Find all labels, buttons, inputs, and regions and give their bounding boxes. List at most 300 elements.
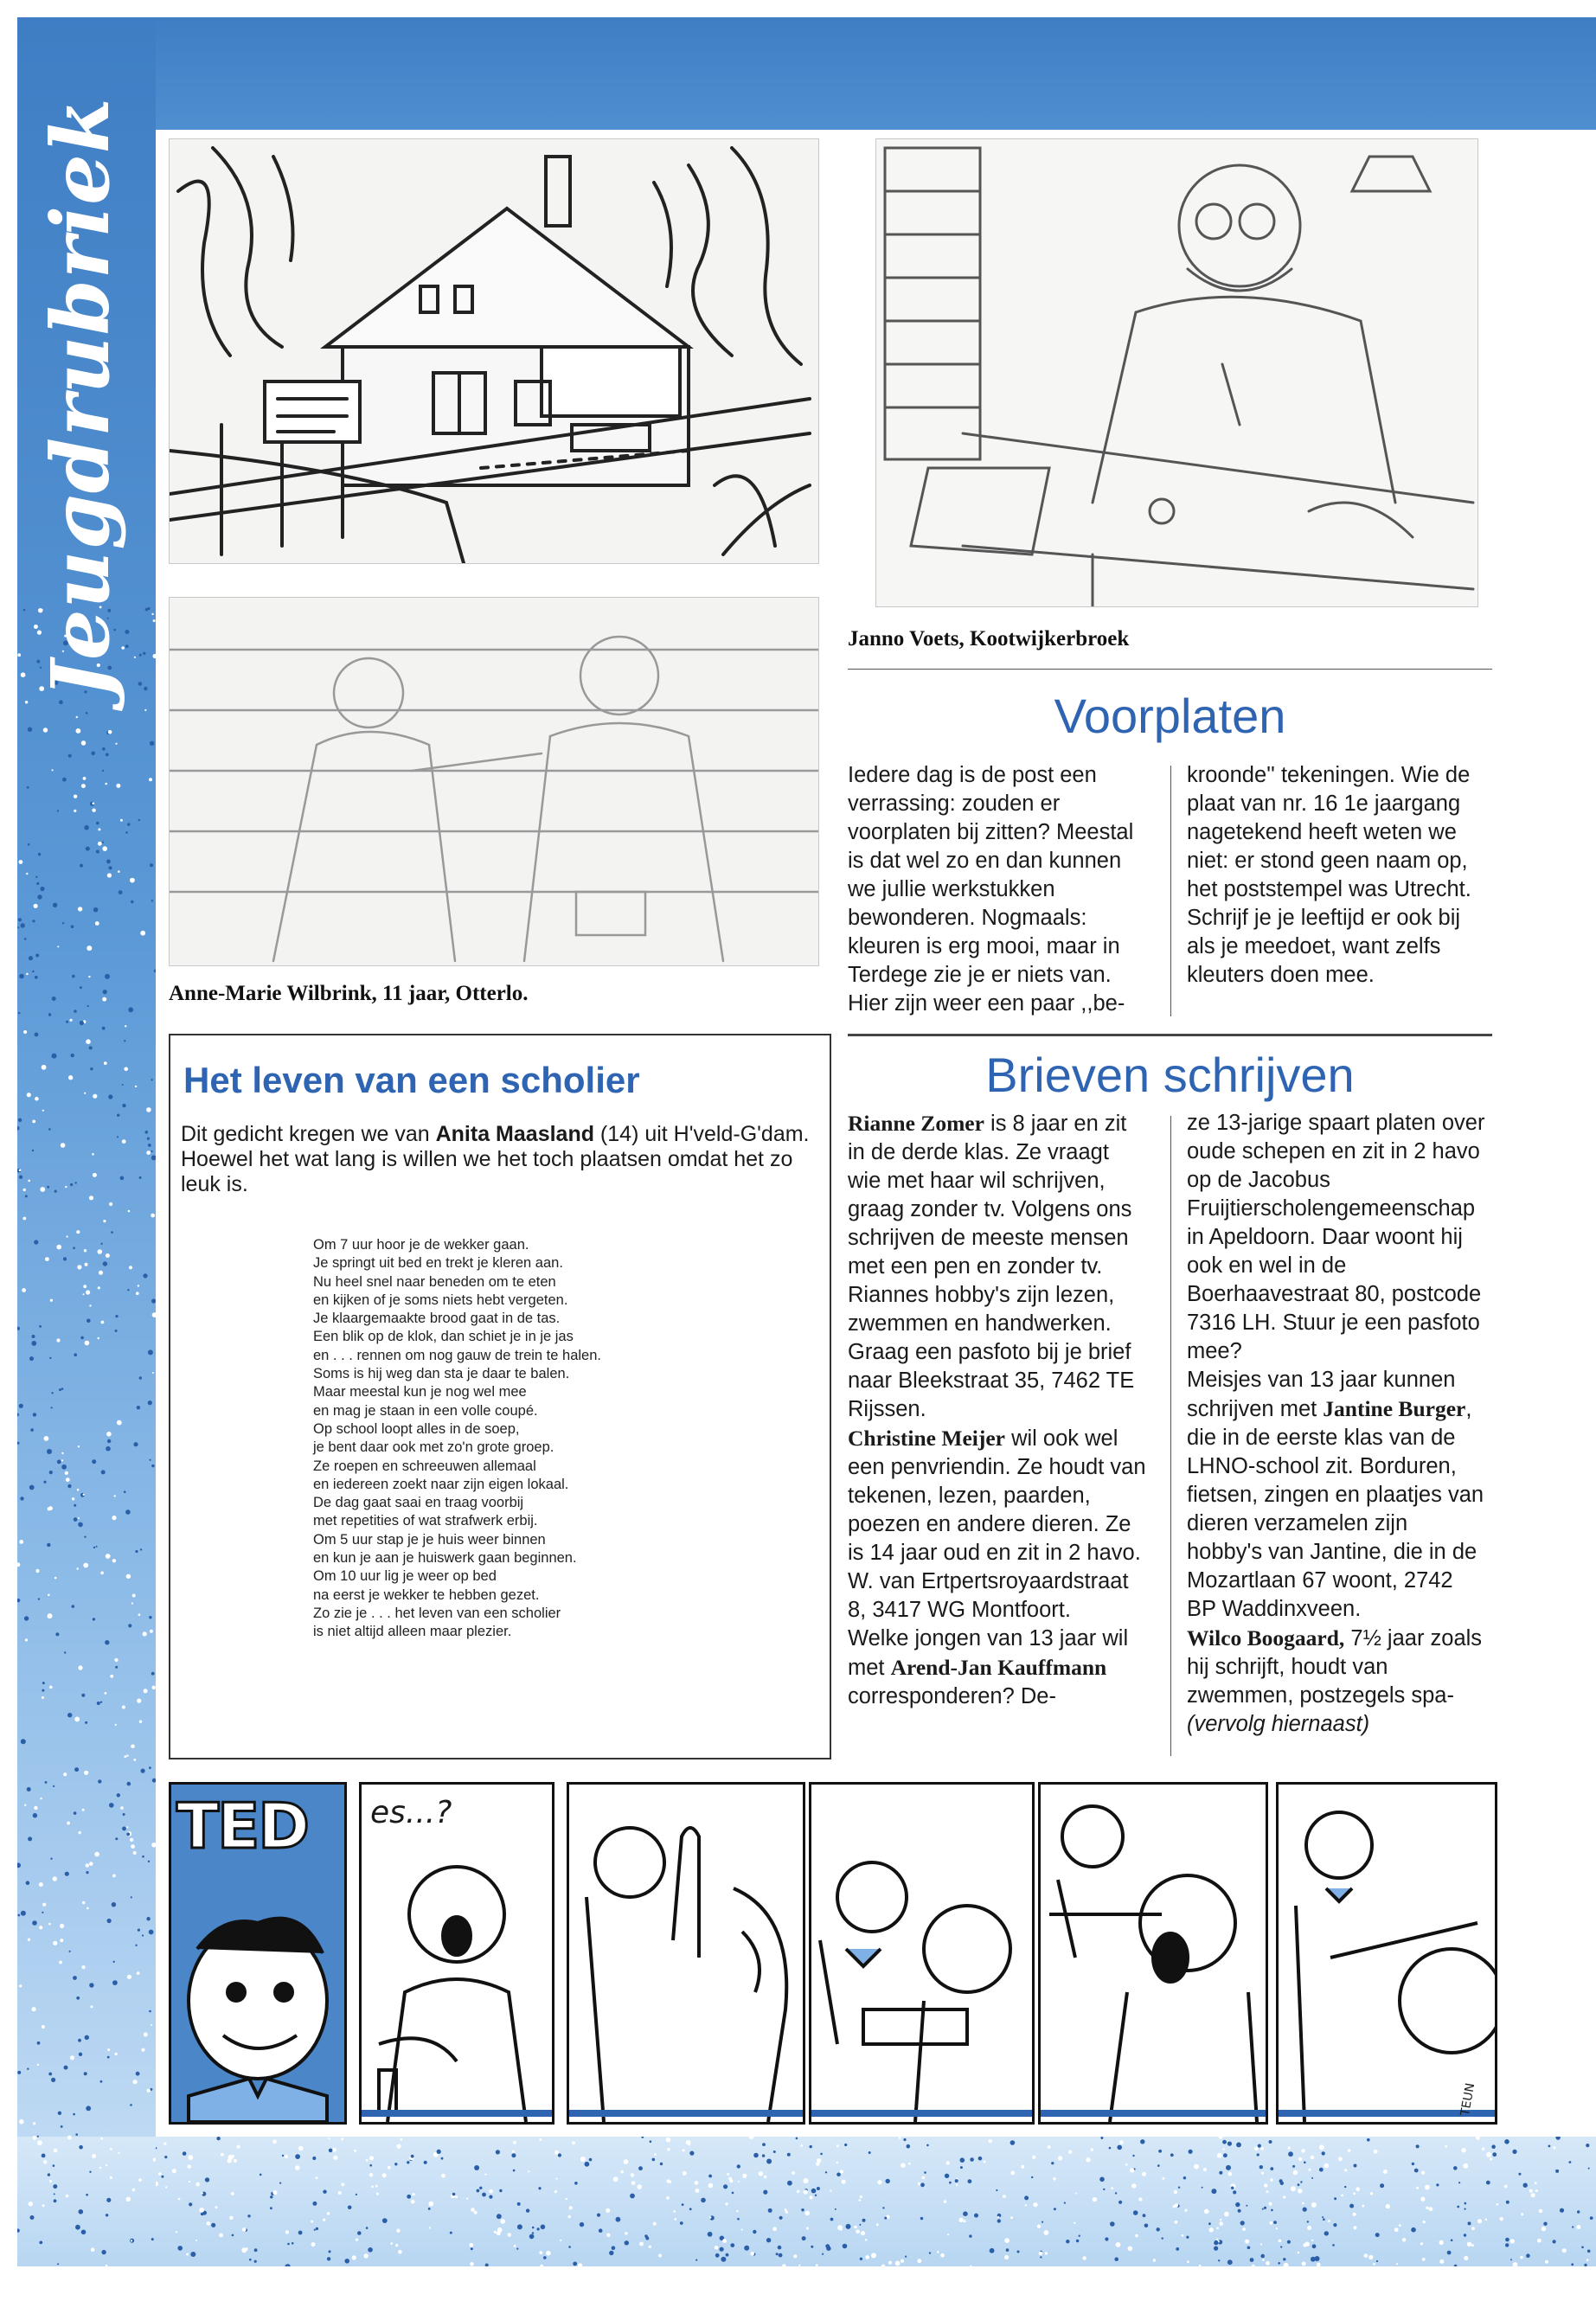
speckle-dot — [106, 1432, 112, 1437]
comic-speech-text: es...? — [370, 1795, 452, 1830]
speckle-dot — [98, 828, 100, 830]
speckle-dot — [1354, 2164, 1357, 2168]
speckle-dot — [199, 2208, 204, 2213]
poem-line: en mag je staan in een volle coupé. — [313, 1402, 538, 1419]
speckle-dot — [122, 1706, 125, 1709]
speckle-dot — [1110, 2221, 1115, 2227]
speckle-dot — [375, 2185, 378, 2188]
speckle-dot — [221, 2153, 224, 2157]
speckle-dot — [146, 1150, 151, 1155]
speckle-dot — [332, 2148, 337, 2152]
speckle-dot — [42, 1110, 44, 1112]
speckle-dot — [1324, 2163, 1330, 2169]
speckle-dot — [1421, 2171, 1425, 2175]
speckle-dot — [133, 1851, 137, 1855]
speckle-dot — [119, 890, 123, 894]
speckle-dot — [28, 1836, 32, 1841]
speckle-dot — [48, 2173, 50, 2176]
speckle-dot — [107, 1439, 111, 1443]
speckle-dot — [1420, 2197, 1425, 2202]
speckle-dot — [1262, 2259, 1265, 2261]
speckle-dot — [1468, 2221, 1471, 2225]
speckle-dot — [71, 1054, 74, 1057]
speckle-dot — [517, 2224, 522, 2229]
speckle-dot — [102, 770, 104, 772]
speckle-dot — [1103, 2189, 1105, 2190]
speckle-dot — [792, 2171, 795, 2175]
poem-line: Maar meestal kun je nog wel mee — [313, 1384, 527, 1400]
speckle-dot — [49, 2180, 52, 2182]
speckle-dot — [116, 784, 120, 788]
speckle-dot — [42, 2025, 45, 2029]
waiter-shouting-icon — [362, 1785, 552, 2122]
continued-note: (vervolg hiernaast) — [1187, 1712, 1370, 1736]
speckle-dot — [1376, 2260, 1378, 2262]
speckle-dot — [316, 2227, 318, 2230]
speckle-dot — [148, 1144, 151, 1147]
speckle-dot — [111, 1231, 113, 1234]
speckle-dot — [151, 900, 153, 901]
speckle-dot — [165, 2186, 167, 2188]
speckle-dot — [429, 2227, 431, 2228]
speckle-dot — [1269, 2140, 1272, 2144]
speckle-dot — [1074, 2222, 1075, 2224]
speckle-dot — [237, 2145, 240, 2149]
speckle-dot — [146, 1917, 150, 1920]
speckle-dot — [17, 926, 19, 928]
speckle-dot — [1319, 2144, 1324, 2150]
speckle-dot — [144, 687, 147, 690]
speckle-dot — [86, 712, 88, 715]
speckle-dot — [802, 2236, 806, 2240]
speckle-dot — [19, 1984, 22, 1987]
speckle-dot — [1119, 2140, 1124, 2144]
speckle-dot — [1383, 2170, 1388, 2174]
speckle-dot — [215, 2206, 217, 2208]
speckle-dot — [61, 1143, 66, 1148]
speckle-dot — [23, 1189, 26, 1191]
poem-line: Om 10 uur lig je weer op bed — [313, 1568, 497, 1585]
letter-entry: ze 13-jarige spaart platen over oude schepen en zit in 2 havo op de Jacobus Fruijtierscholengemeenschap in Apeldoorn. Daar woont hij ook en wel in de Boerhaavestraat 80, postcode 7316 LH. Stuur je een pasfoto mee? — [1187, 1111, 1485, 1363]
speckle-dot — [75, 2225, 80, 2230]
speckle-dot — [1586, 2259, 1589, 2261]
speckle-dot — [1504, 2185, 1508, 2189]
speckle-dot — [76, 1230, 80, 1234]
speckle-dot — [150, 863, 153, 867]
speckle-dot — [98, 842, 102, 846]
speckle-dot — [18, 918, 22, 921]
speckle-dot — [151, 1150, 153, 1152]
speckle-dot — [1356, 2187, 1360, 2191]
speckle-dot — [695, 2189, 700, 2193]
speckle-dot — [715, 2253, 720, 2258]
speckle-dot — [989, 2139, 992, 2143]
speckle-dot — [115, 743, 117, 745]
speckle-dot — [843, 2244, 848, 2249]
speckle-dot — [926, 2144, 929, 2147]
speckle-dot — [148, 1400, 152, 1405]
speckle-dot — [737, 2164, 740, 2168]
speckle-dot — [411, 2155, 414, 2158]
speckle-dot — [508, 2233, 511, 2236]
speckle-dot — [228, 2158, 232, 2163]
speckle-dot — [84, 2072, 87, 2075]
speckle-dot — [798, 2265, 800, 2266]
speckle-dot — [172, 2169, 176, 2173]
speckle-dot — [782, 2264, 785, 2266]
speckle-dot — [1140, 2139, 1144, 2144]
speckle-dot — [74, 795, 77, 798]
speckle-dot — [89, 1195, 93, 1200]
speckle-dot — [471, 2208, 475, 2212]
speckle-dot — [115, 1666, 118, 1669]
speckle-dot — [452, 2193, 456, 2196]
speckle-dot — [1174, 2190, 1177, 2194]
speckle-dot — [1315, 2256, 1320, 2261]
speckle-dot — [1587, 2250, 1591, 2253]
speckle-dot — [106, 1554, 111, 1559]
speckle-dot — [727, 2173, 729, 2176]
speckle-dot — [38, 1598, 40, 1599]
speckle-dot — [78, 1445, 80, 1447]
speckle-dot — [76, 716, 78, 718]
speckle-dot — [17, 2071, 21, 2074]
speckle-dot — [81, 2230, 87, 2235]
speckle-dot — [1425, 2185, 1430, 2190]
speckle-dot — [53, 2164, 55, 2167]
speckle-dot — [1115, 2192, 1117, 2194]
speckle-dot — [1368, 2255, 1373, 2259]
speckle-dot — [683, 2171, 687, 2176]
speckle-dot — [428, 2208, 431, 2210]
speckle-dot — [32, 2007, 36, 2011]
speckle-dot — [51, 1407, 53, 1408]
speckle-dot — [895, 2261, 901, 2266]
speckle-dot — [708, 2232, 713, 2237]
speckle-dot — [68, 754, 72, 758]
speckle-dot — [178, 2198, 181, 2201]
speckle-dot — [234, 2159, 237, 2163]
speckle-dot — [466, 2198, 468, 2200]
speckle-dot — [441, 2157, 444, 2160]
speckle-dot — [149, 2010, 151, 2013]
speckle-dot — [750, 2252, 754, 2256]
speckle-dot — [1280, 2246, 1282, 2247]
speckle-dot — [1344, 2186, 1346, 2188]
speckle-dot — [1539, 2209, 1542, 2213]
speckle-dot — [1138, 2197, 1142, 2201]
brieven-title: Brieven schrijven — [985, 1048, 1355, 1102]
speckle-dot — [89, 1983, 93, 1987]
speckle-dot — [846, 2224, 851, 2229]
speckle-dot — [728, 2177, 732, 2181]
speckle-dot — [382, 2173, 387, 2177]
speckle-dot — [19, 1176, 22, 1179]
poem-line: je bent daar ook met zo'n grote groep. — [313, 1439, 554, 1456]
speckle-dot — [112, 1516, 116, 1520]
speckle-dot — [73, 1247, 75, 1249]
speckle-dot — [1228, 2172, 1233, 2176]
speckle-dot — [1531, 2193, 1535, 2197]
speckle-dot — [129, 1266, 132, 1269]
speckle-dot — [118, 2152, 119, 2154]
speckle-dot — [59, 1961, 62, 1965]
speckle-dot — [940, 2253, 945, 2258]
speckle-dot — [245, 2247, 247, 2250]
speckle-dot — [1464, 2256, 1468, 2260]
speckle-dot — [1477, 2219, 1482, 2223]
comic-panel-3 — [567, 1782, 805, 2125]
speckle-dot — [74, 1009, 77, 1013]
speckle-dot — [1273, 2221, 1277, 2224]
speckle-dot — [156, 2147, 157, 2149]
speckle-dot — [74, 1504, 76, 1507]
speckle-dot — [183, 2151, 187, 2156]
speckle-dot — [658, 2254, 662, 2258]
poem-line: Om 7 uur hoor je de wekker gaan. — [313, 1237, 529, 1253]
speckle-dot — [31, 1341, 36, 1346]
speckle-dot — [1254, 2147, 1259, 2151]
speckle-dot — [1209, 2227, 1214, 2232]
speckle-dot — [917, 2259, 921, 2263]
speckle-dot — [1576, 2225, 1580, 2229]
speckle-dot — [156, 2182, 158, 2186]
speckle-dot — [254, 2260, 257, 2263]
speckle-dot — [854, 2226, 857, 2229]
speckle-dot — [152, 1372, 154, 1374]
speckle-dot — [650, 2140, 652, 2143]
speckle-dot — [1184, 2209, 1187, 2212]
speckle-dot — [128, 1210, 131, 1213]
speckle-dot — [1510, 2239, 1515, 2243]
speckle-dot — [333, 2156, 337, 2160]
speckle-dot — [73, 2113, 75, 2116]
speckle-dot — [441, 2174, 445, 2178]
speckle-dot — [1545, 2260, 1548, 2264]
speckle-dot — [70, 1183, 73, 1186]
speckle-dot — [86, 1039, 91, 1044]
speckle-dot — [1571, 2263, 1574, 2266]
speckle-dot — [1572, 2226, 1574, 2227]
speckle-dot — [947, 2234, 949, 2235]
speckle-dot — [539, 2138, 542, 2141]
speckle-dot — [109, 1803, 114, 1808]
speckle-dot — [1311, 2240, 1313, 2241]
speckle-dot — [1217, 2153, 1222, 2158]
speckle-dot — [1341, 2195, 1343, 2197]
speckle-dot — [202, 2192, 203, 2194]
speckle-dot — [131, 1745, 135, 1749]
waiter-with-plate-icon — [1041, 1785, 1266, 2122]
speckle-dot — [254, 2248, 258, 2252]
speckle-dot — [738, 2181, 740, 2182]
speckle-dot — [390, 2242, 393, 2245]
speckle-dot — [984, 2161, 986, 2163]
speckle-dot — [541, 2225, 546, 2230]
speckle-dot — [516, 2248, 518, 2250]
speckle-dot — [1235, 2202, 1240, 2207]
speckle-dot — [682, 2203, 684, 2206]
speckle-dot — [1153, 2259, 1157, 2262]
speckle-dot — [96, 1546, 98, 1548]
speckle-dot — [117, 1136, 119, 1138]
speckle-dot — [1223, 2149, 1225, 2150]
speckle-dot — [1276, 2227, 1278, 2229]
speckle-dot — [1048, 2145, 1051, 2149]
speckle-dot — [25, 1638, 28, 1641]
speckle-dot — [666, 2179, 670, 2182]
speckle-dot — [1510, 2259, 1512, 2260]
speckle-dot — [753, 2230, 756, 2234]
speckle-dot — [26, 973, 29, 976]
speckle-dot — [1135, 2234, 1138, 2237]
speckle-dot — [127, 1289, 129, 1291]
divider-top-right — [848, 669, 1492, 670]
speckle-dot — [964, 2220, 966, 2222]
speckle-dot — [59, 1388, 61, 1391]
speckle-dot — [1506, 2201, 1509, 2204]
speckle-dot — [1467, 2242, 1471, 2247]
speckle-dot — [903, 2138, 906, 2141]
speckle-dot — [554, 2150, 559, 2155]
speckle-dot — [87, 945, 92, 951]
speckle-dot — [98, 1337, 99, 1339]
speckle-dot — [1260, 2254, 1265, 2259]
speckle-dot — [1111, 2187, 1113, 2189]
speckle-dot — [123, 1813, 125, 1816]
speckle-dot — [139, 654, 142, 657]
speckle-dot — [21, 1739, 26, 1744]
speckle-dot — [100, 2080, 103, 2083]
speckle-dot — [368, 2247, 373, 2253]
speckle-dot — [836, 2162, 838, 2163]
speckle-dot — [106, 1446, 111, 1452]
speckle-dot — [1227, 2259, 1233, 2265]
speckle-dot — [1577, 2210, 1580, 2213]
speckle-dot — [125, 831, 128, 834]
speckle-dot — [53, 1941, 57, 1945]
speckle-dot — [107, 873, 112, 877]
speckle-dot — [1302, 2202, 1304, 2205]
speckle-dot — [1189, 2150, 1193, 2154]
speckle-dot — [785, 2211, 788, 2214]
speckle-dot — [312, 2157, 316, 2160]
speckle-dot — [64, 2066, 68, 2070]
speckle-dot — [1367, 2138, 1370, 2142]
speckle-dot — [42, 1065, 47, 1070]
speckle-dot — [806, 2227, 809, 2229]
speckle-dot — [1271, 2209, 1273, 2212]
speckle-dot — [1170, 2153, 1174, 2157]
speckle-dot — [54, 1190, 57, 1193]
blue-frame-top — [17, 17, 1596, 130]
speckle-dot — [328, 2138, 330, 2139]
speckle-dot — [151, 2024, 152, 2026]
speckle-dot — [28, 843, 30, 846]
speckle-dot — [58, 2112, 61, 2115]
speckle-dot — [49, 1471, 53, 1474]
speckle-dot — [126, 1574, 131, 1579]
speckle-dot — [60, 1939, 63, 1942]
speckle-dot — [489, 2195, 492, 2199]
speckle-dot — [66, 1477, 70, 1482]
speckle-dot — [17, 1914, 20, 1917]
speckle-dot — [574, 2182, 578, 2185]
speckle-dot — [1133, 2210, 1138, 2215]
speckle-dot — [103, 1261, 107, 1266]
speckle-dot — [778, 2246, 782, 2250]
speckle-dot — [1476, 2137, 1480, 2140]
speckle-dot — [130, 2104, 132, 2106]
speckle-dot — [437, 2150, 441, 2154]
speckle-dot — [81, 740, 87, 746]
speckle-dot — [77, 1567, 79, 1569]
speckle-dot — [311, 2242, 316, 2247]
speckle-dot — [112, 1902, 116, 1907]
speckle-dot — [556, 2178, 558, 2180]
speckle-dot — [1518, 2173, 1521, 2176]
speckle-dot — [105, 1692, 107, 1695]
speckle-dot — [298, 2146, 304, 2151]
speckle-dot — [810, 2145, 812, 2148]
speckle-dot — [1264, 2183, 1267, 2187]
speckle-dot — [75, 1182, 77, 1183]
speckle-dot — [766, 2238, 771, 2242]
speckle-dot — [327, 2212, 330, 2215]
speckle-dot — [779, 2253, 783, 2258]
speckle-dot — [613, 2176, 619, 2182]
speckle-dot — [1535, 2189, 1538, 2192]
speckle-dot — [84, 1536, 86, 1538]
comic-signature: TEUN — [1458, 2081, 1478, 2118]
speckle-dot — [1328, 2220, 1330, 2222]
speckle-dot — [34, 1240, 38, 1244]
speckle-dot — [37, 2041, 41, 2045]
speckle-dot — [639, 2242, 644, 2247]
speckle-dot — [652, 2158, 656, 2162]
speckle-dot — [804, 2211, 810, 2216]
speckle-dot — [21, 1911, 26, 1916]
speckle-dot — [1142, 2172, 1146, 2176]
speckle-dot — [83, 1285, 87, 1288]
speckle-dot — [134, 657, 136, 658]
speckle-dot — [606, 2234, 610, 2237]
speckle-dot — [105, 974, 110, 979]
speckle-dot — [1220, 2219, 1221, 2221]
speckle-dot — [1131, 2183, 1137, 2189]
letter-entry: Meisjes van 13 jaar kunnen schrijven met Jantine Burger, die in de eerste klas van de LHNO-school zit. Borduren, fietsen, zingen en plaatjes van dieren verzamelen zijn hobby's van Jantine, die in de Mozartlaan 67 woont, 2742 BP Waddinxveen. — [1187, 1368, 1484, 1621]
speckle-dot — [1302, 2261, 1306, 2266]
speckle-dot — [624, 2159, 629, 2164]
speckle-dot — [190, 2252, 195, 2257]
speckle-dot — [62, 922, 64, 924]
speckle-dot — [1283, 2258, 1285, 2260]
speckle-dot — [312, 2202, 317, 2206]
speckle-dot — [394, 2163, 397, 2165]
speckle-dot — [371, 2185, 374, 2188]
speckle-dot — [830, 2190, 831, 2192]
speckle-dot — [1066, 2240, 1069, 2243]
caption-anne-marie: Anne-Marie Wilbrink, 11 jaar, Otterlo. — [169, 982, 529, 1005]
speckle-dot — [344, 2259, 349, 2264]
speckle-dot — [356, 2239, 358, 2241]
speckle-dot — [1163, 2177, 1165, 2180]
speckle-dot — [102, 997, 106, 1002]
speckle-dot — [138, 682, 143, 686]
speckle-dot — [477, 2189, 480, 2193]
speckle-dot — [1006, 2248, 1010, 2252]
speckle-dot — [1338, 2157, 1343, 2161]
